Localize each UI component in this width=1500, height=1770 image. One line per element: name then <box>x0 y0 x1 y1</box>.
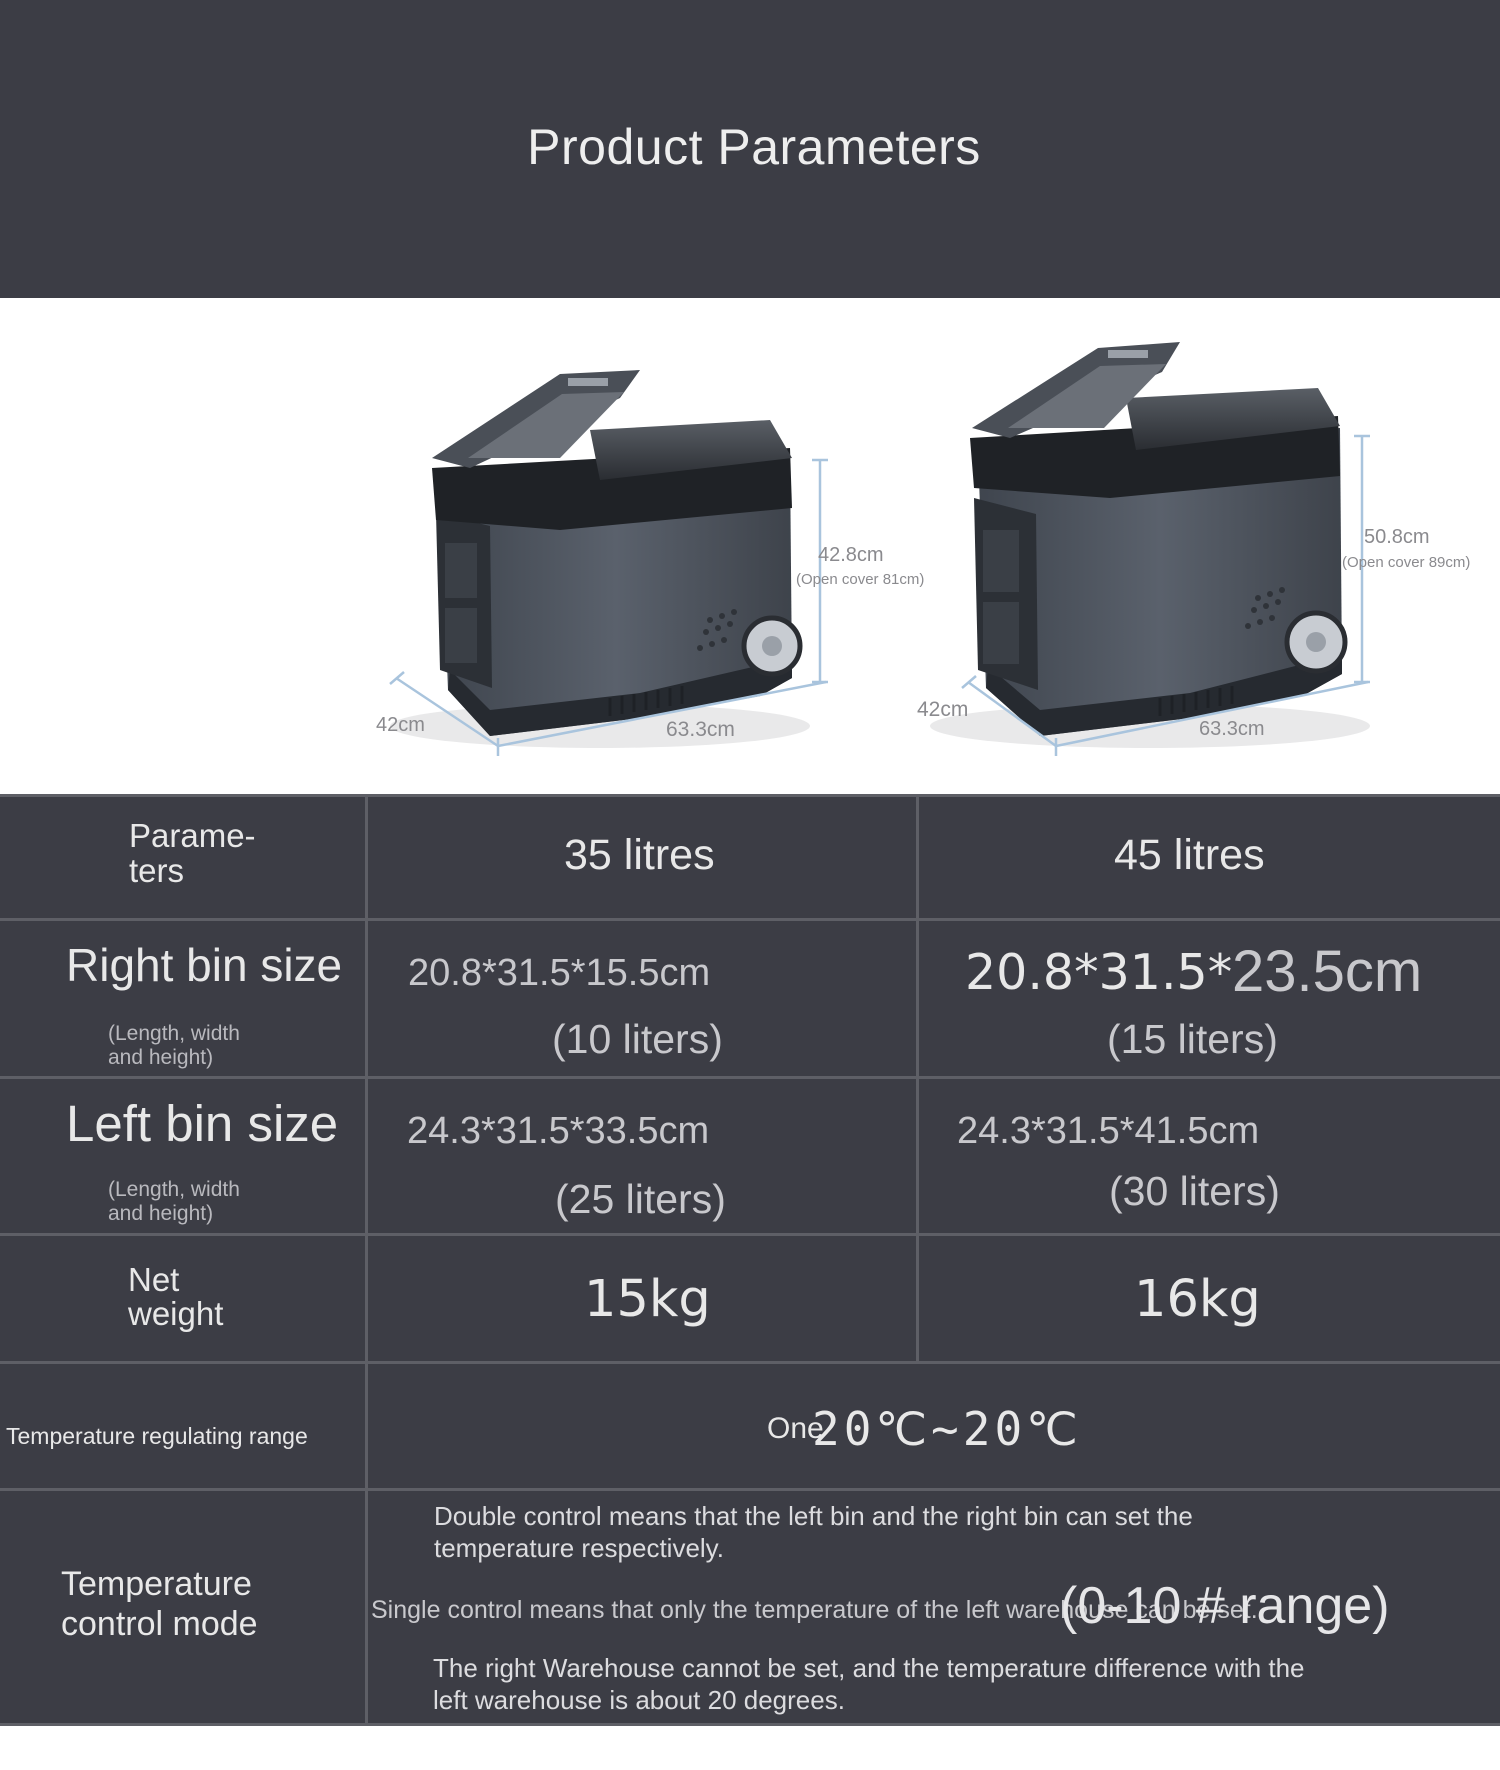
right-bin-size-45l: 20.8*31.5* <box>965 944 1233 1001</box>
left-bin-size-35l: 24.3*31.5*33.5cm <box>407 1110 710 1152</box>
table-divider <box>0 918 1500 921</box>
parameters-label-cont: ters <box>129 852 185 889</box>
col-header-35l: 35 litres <box>564 831 715 879</box>
net-weight-45l: 16kg <box>1134 1270 1261 1329</box>
parameters-label: Parame- <box>129 817 256 854</box>
page-title: Product Parameters <box>527 119 981 175</box>
temp-range-label: Temperature regulating range <box>6 1423 308 1449</box>
table-divider <box>0 794 1500 797</box>
right-warehouse-text: The right Warehouse cannot be set, and the temperature difference with the <box>433 1653 1305 1683</box>
right-warehouse-text-cont: left warehouse is about 20 degrees. <box>433 1685 845 1715</box>
table-divider <box>0 1361 1500 1364</box>
cooler-35l-image <box>390 370 828 756</box>
product-illustration <box>0 298 1500 794</box>
col-header-45l: 45 litres <box>1114 831 1265 879</box>
right-bin-volume-45l: (15 liters) <box>1107 1016 1278 1062</box>
table-divider <box>916 794 919 1363</box>
length-label-35l: 63.3cm <box>666 718 735 741</box>
header-banner <box>0 0 1500 298</box>
parameter-table <box>0 794 1500 1726</box>
height-label-45l: 50.8cm <box>1364 526 1430 548</box>
product-image-area <box>0 298 1500 794</box>
left-bin-note-cont: and height) <box>108 1202 214 1225</box>
right-bin-size-35l: 20.8*31.5*15.5cm <box>408 952 711 994</box>
net-weight-35l: 15kg <box>584 1270 711 1329</box>
temp-range-value: 20℃~20℃ <box>812 1402 1082 1456</box>
temp-mode-label: Temperature <box>61 1565 252 1603</box>
double-control-text-cont: temperature respectively. <box>434 1533 724 1563</box>
left-bin-volume-45l: (30 liters) <box>1109 1168 1280 1214</box>
depth-label-35l: 42cm <box>376 714 425 736</box>
depth-label-45l: 42cm <box>917 698 969 721</box>
double-control-text: Double control means that the left bin and the right bin can set the <box>434 1501 1193 1531</box>
right-bin-volume-35l: (10 liters) <box>552 1016 723 1062</box>
left-bin-volume-35l: (25 liters) <box>555 1176 726 1222</box>
temp-mode-label-cont: control mode <box>61 1605 258 1643</box>
open-height-label-35l: (Open cover 81cm) <box>796 571 925 588</box>
left-bin-size-45l: 24.3*31.5*41.5cm <box>957 1110 1260 1152</box>
length-label-45l: 63.3cm <box>1199 718 1265 740</box>
temp-range-prefix: One <box>767 1412 824 1445</box>
height-label-35l: 42.8cm <box>818 544 884 566</box>
table-divider <box>0 1488 1500 1491</box>
table-divider <box>365 794 368 1726</box>
bottom-margin <box>0 1726 1500 1770</box>
right-bin-note: (Length, width <box>108 1022 240 1045</box>
right-bin-size-45l-height: 23.5cm <box>1232 939 1423 1004</box>
left-bin-label: Left bin size <box>66 1095 339 1152</box>
table-divider <box>0 1076 1500 1079</box>
right-bin-label: Right bin size <box>66 939 343 991</box>
left-bin-note: (Length, width <box>108 1178 240 1201</box>
right-bin-note-cont: and height) <box>108 1046 214 1069</box>
open-height-label-45l: (Open cover 89cm) <box>1342 554 1471 571</box>
cooler-45l-image <box>930 342 1370 756</box>
net-weight-label: Net <box>128 1261 180 1298</box>
net-weight-label-cont: weight <box>128 1295 224 1332</box>
range-overlay-text: (0-10 # range) <box>1060 1577 1390 1635</box>
table-divider <box>0 1233 1500 1236</box>
single-control-text: Single control means that only the temperature of the left warehouse can be set. <box>371 1596 1258 1624</box>
